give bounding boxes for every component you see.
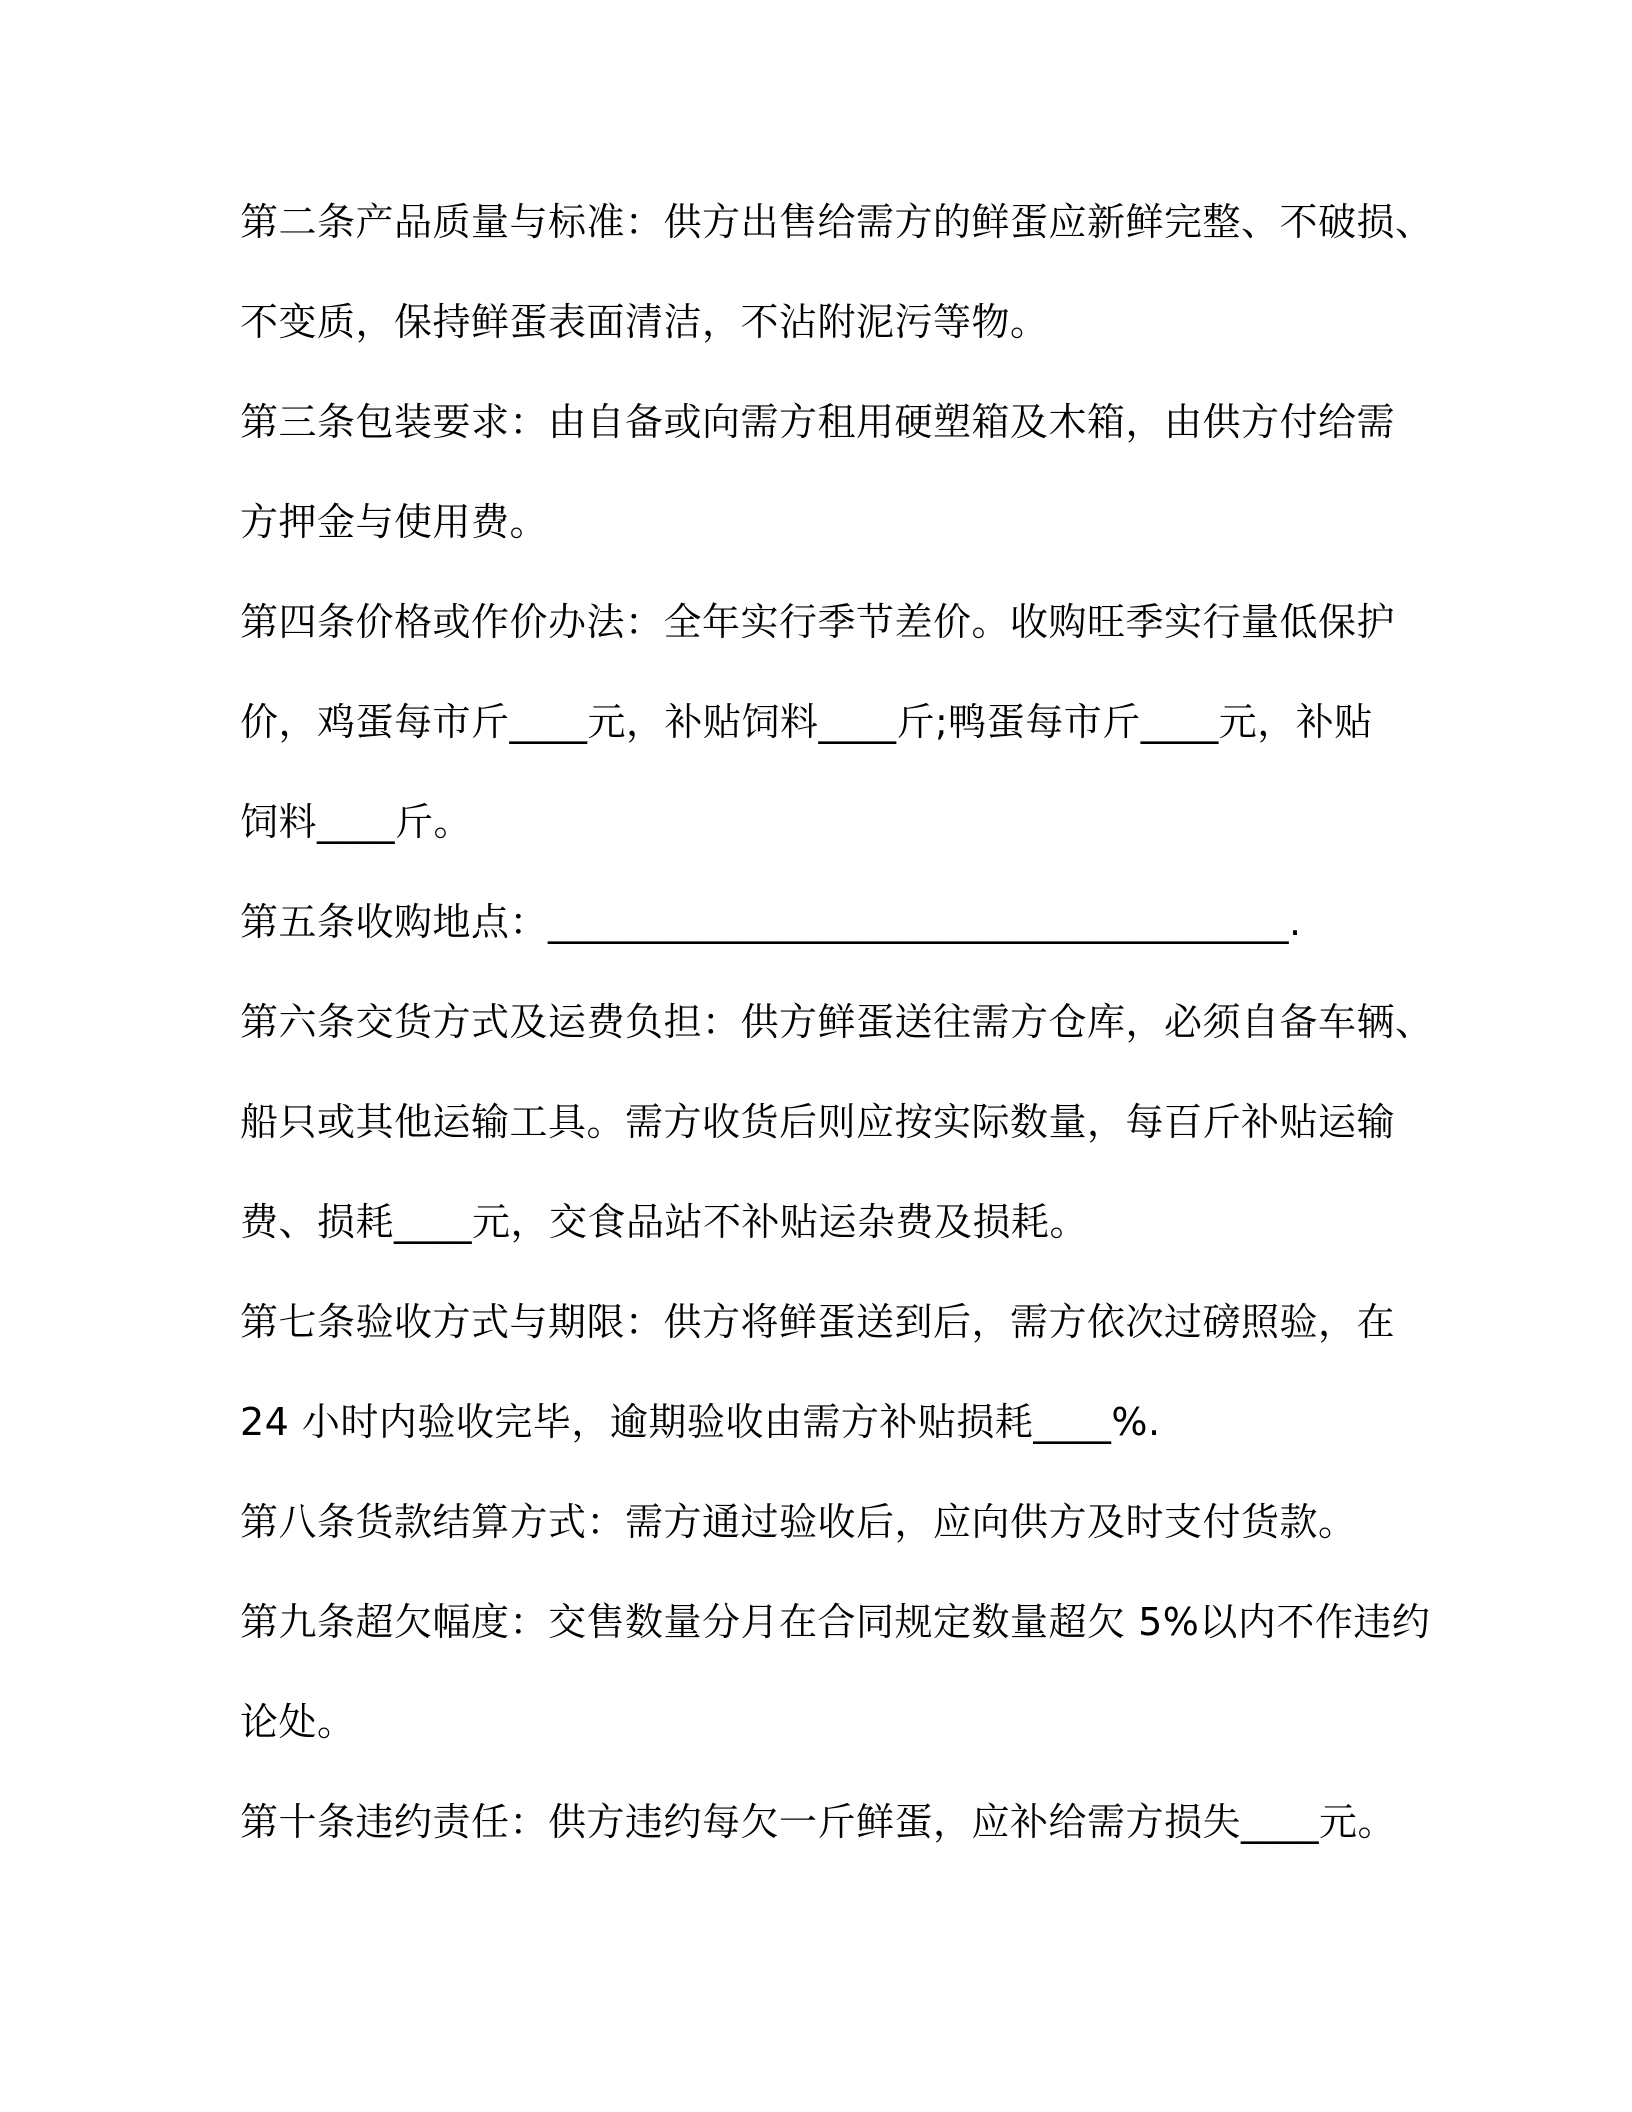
clause-9-line-2: 论处。 [240,1700,356,1744]
clause-2-line-1: 第二条产品质量与标准：供方出售给需方的鲜蛋应新鲜完整、不破损、 [240,200,1434,244]
clause-7-line-1: 第七条验收方式与期限：供方将鲜蛋送到后，需方依次过磅照验，在 [240,1300,1396,1344]
clause-9-line-1: 第九条超欠幅度：交售数量分月在合同规定数量超欠 5%以内不作违约 [240,1600,1431,1644]
clause-4-line-2: 价，鸡蛋每市斤____元，补贴饲料____斤;鸭蛋每市斤____元，补贴 [240,700,1373,744]
clause-3-line-2: 方押金与使用费。 [240,500,549,544]
clause-4-line-3: 饲料____斤。 [240,800,473,844]
clause-7-line-2: 24 小时内验收完毕，逾期验收由需方补贴损耗____%. [240,1400,1161,1444]
clause-5-line-1: 第五条收购地点：______________________________________. [240,900,1302,944]
clause-10-line-1: 第十条违约责任：供方违约每欠一斤鲜蛋，应补给需方损失____元。 [240,1800,1397,1844]
clause-6-line-2: 船只或其他运输工具。需方收货后则应按实际数量，每百斤补贴运输 [240,1100,1396,1144]
clause-4-line-1: 第四条价格或作价办法：全年实行季节差价。收购旺季实行量低保护 [240,600,1396,644]
clause-8-line-1: 第八条货款结算方式：需方通过验收后，应向供方及时支付货款。 [240,1500,1357,1544]
clause-3-line-1: 第三条包装要求：由自备或向需方租用硬塑箱及木箱，由供方付给需 [240,400,1396,444]
clause-6-line-3: 费、损耗____元，交食品站不补贴运杂费及损耗。 [240,1200,1089,1244]
clause-6-line-1: 第六条交货方式及运费负担：供方鲜蛋送往需方仓库，必须自备车辆、 [240,1000,1434,1044]
clause-2-line-2: 不变质，保持鲜蛋表面清洁，不沾附泥污等物。 [240,300,1049,344]
